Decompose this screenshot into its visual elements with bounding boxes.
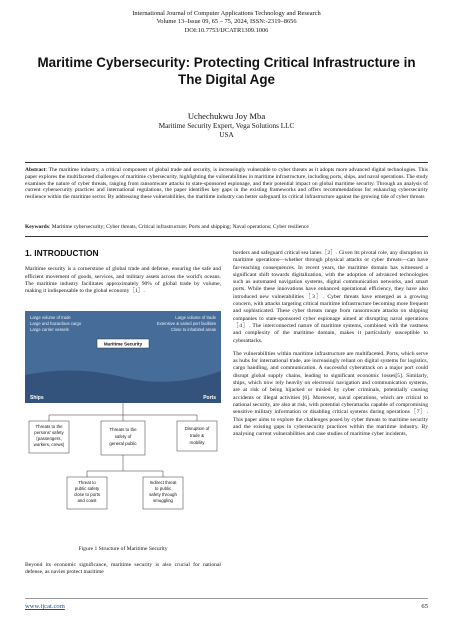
journal-volume: Volume 13–Issue 09, 65 – 75, 2024, ISSN:-2319–8656 [156,18,297,26]
box1-line-2: persons' safety [34,430,64,435]
author-country: USA [219,131,234,140]
right-column [233,250,428,444]
author-block [0,112,453,141]
box4-line-1: Threat to [78,480,96,485]
center-label: Maritime Security [103,341,143,347]
footer-url-link[interactable]: www.ijcat.com [25,603,65,610]
box4-line-3: close to ports [73,492,101,497]
left-column [25,250,221,301]
box5-line-4: smuggling [152,498,174,503]
author-name: Uchechukwu Joy Mba [187,111,266,121]
left-column-bottom [25,562,221,583]
keywords-label: Keywords [25,224,49,230]
ports-label: Ports [203,395,216,401]
keywords-text: : Maritime cybersecurity; Cyber threats, Critical infrastructure; Ports and shipping; Naval operations; Cyber resilience [48,224,309,230]
keywords-bottom-rule [25,236,428,237]
box4-line-4: and coast [77,498,97,503]
right-paragraph-2: The vulnerabilities within maritime infrastructure are multifaceted. Ports, which serve as hubs for international trade, are increasingly reliant on digital systems for logistics, cargo handling, and communication. A successful cyberattack on a major port could disrupt global supply chains, leading to significant economic losses[5]. Similarly, ships, which now rely heavily on electronic navigation and communication systems, are at risk of being hijacked or misled by cyber criminals, potentially causing accidents or illegal activities [6]. Moreover, naval operations, which are critical to national security, are also at risk, with potential cyberattacks capable of compromising sensitive military information or disabling critical systems during operations［7］. This paper aims to explore the challenges posed by cyber threats to maritime security and the existing gaps in cybersecurity practices within the maritime industry. By analysing current vulnerabilities and case studies of maritime cyber incidents, [233,350,428,438]
abstract-top-rule [25,162,428,163]
box3-line-1: Disruption of [184,426,210,431]
box1-line-1: Threats to the [35,424,63,429]
ships-line-1: Large volume of trade [30,315,71,320]
ports-line-3: Close to inhabited areas [170,327,216,332]
box5-line-3: safety through [149,492,177,497]
section-heading: 1. INTRODUCTION [25,248,99,258]
maritime-security-figure [25,311,221,533]
box2-line-1: Threats to the [109,427,137,432]
journal-header [0,10,453,35]
box1-line-3: (passengers, [36,436,62,441]
figure-caption: Figure 1 Structure of Maritime Security [78,546,168,552]
author-affiliation: Maritime Security Expert, Vega Solutions LLC [158,121,295,130]
ships-label: Ships [30,395,44,401]
box2-line-3: general public [109,441,137,446]
ships-line-3: Large carrier vessels [30,327,69,332]
journal-doi: DOI:10.7753/IJCATR1309.1006 [184,26,269,34]
journal-name: International Journal of Computer Applications Technology and Research [132,10,321,17]
box1-line-4: workers, crews) [33,442,65,447]
abstract [25,167,428,201]
left-paragraph-1: Maritime security is a cornerstone of global trade and defense, ensuring the safe and efficient movement of goods, services, and military assets across the world's oceans. The maritime industry facilitates approximately 90% of global trade by volume, making it indispensable to the global economy［1］. [25,266,221,295]
box3-line-3: mobility [189,440,205,445]
box3-line-2: trade & [189,433,205,438]
box5-line-1: Indirect threat [149,480,177,485]
right-paragraph-1: borders and safeguard critical sea lanes［2］. Given its pivotal role, any disruption in maritime operations—whether through physical attacks or cyber threats—can have far-reaching consequences. In recent years, the maritime domain has witnessed a significant shift towards digitalization, with the adoption of advanced technologies such as automated navigation systems, digital communication networks, and smart ports. While these innovations have enhanced operational efficiency, they have also introduced new vulnerabilities［3］. Cyber threats have emerged as a growing concern, with attacks targeting critical maritime infrastructure becoming more frequent and sophisticated. These cyber threats range from ransomware attacks on shipping companies to state-sponsored cyber espionage aimed at disrupting naval operations［4］. The interconnected nature of maritime systems, combined with the vastness and complexity of the maritime domain, makes it particularly susceptible to cyberattacks. [233,250,428,344]
left-paragraph-2: Beyond its economic significance, maritime security is also crucial for national defense, as navies protect maritime [25,562,221,576]
abstract-label: Abstract [25,167,46,173]
paper-title: Maritime Cybersecurity: Protecting Critical Infrastructure in The Digital Age [37,55,416,87]
box4-line-2: public safety [74,486,100,491]
box2-line-2: safety of [114,434,132,439]
footer-rule [25,598,428,599]
page-number: 65 [421,603,428,610]
ships-line-2: Large and hazardous cargo [30,321,82,326]
ports-line-1: Large volume of trade [175,315,216,320]
ports-line-2: Extensive & varied port facilities [156,321,216,326]
keywords [25,224,428,231]
abstract-text: : The maritime industry, a critical component of global trade and security, is increasingly vulnerable to cyber threats as it adopts more advanced digital technologies. This paper explores the multifaceted challenges of maritime cybersecurity, highlighting the vulnerabilities in maritime infrastructure, including ports, ships, and naval operations. The study examines the nature of cyber threats, ranging from ransomware attacks to state-sponsored espionage, and their potential impact on global maritime security. Through an analysis of current cybersecurity practices and international regulations, the paper identifies key gaps in the existing frameworks and offers recommendations for enhancing cybersecurity resilience within the maritime sector. By addressing these vulnerabilities, the maritime industry can better safeguard its critical infrastructure against the growing tide of cyber threats [25,167,428,201]
box5-line-2: to public [154,486,172,491]
